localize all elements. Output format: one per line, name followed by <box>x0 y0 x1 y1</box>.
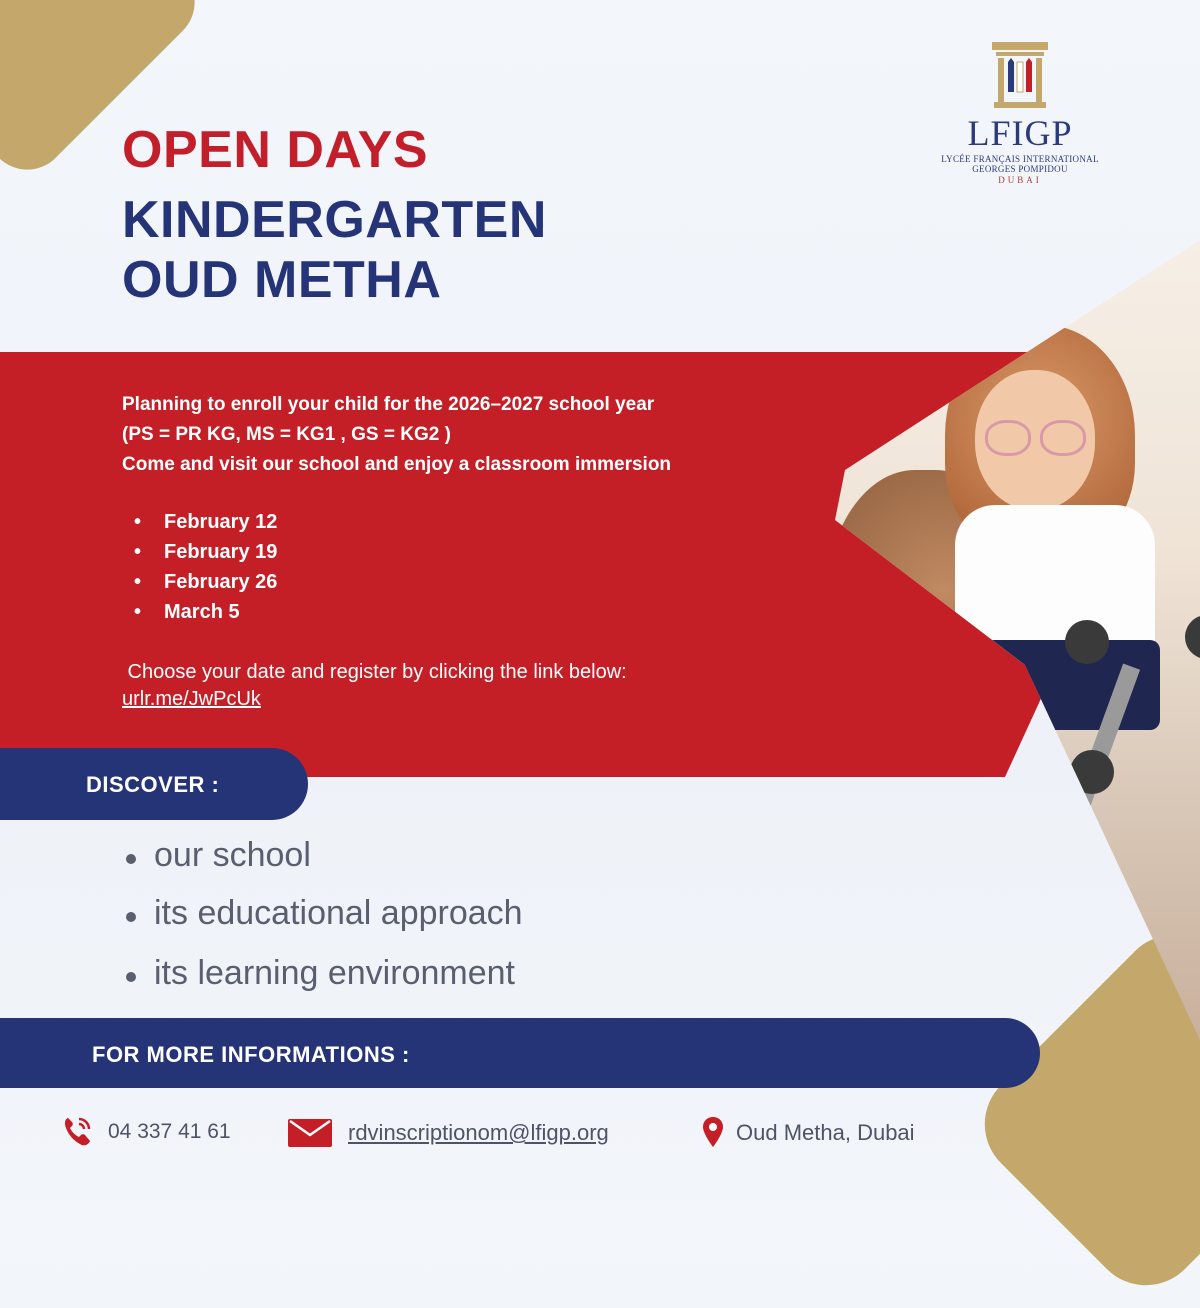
date-item: • February 19 <box>132 537 277 567</box>
date-item: • February 26 <box>132 567 277 597</box>
headline-oud-metha: OUD METHA <box>122 251 442 309</box>
phone-icon <box>62 1115 92 1147</box>
open-day-dates <box>132 507 277 627</box>
logo-title: LFIGP <box>967 113 1073 153</box>
logo-subtitle-1: LYCÉE FRANÇAIS INTERNATIONAL <box>941 154 1099 164</box>
date-item: • March 5 <box>132 597 277 627</box>
email-link[interactable]: rdvinscriptionom@lfigp.org <box>348 1120 609 1145</box>
location-text: Oud Metha, Dubai <box>736 1120 915 1145</box>
register-link[interactable]: urlr.me/JwPcUk <box>122 688 261 710</box>
discover-item: its educational approach <box>122 894 523 954</box>
intro-line-2: (PS = PR KG, MS = KG1 , GS = KG2 ) <box>122 424 451 445</box>
school-emblem-icon <box>990 40 1050 110</box>
school-logo <box>930 40 1110 185</box>
headline-open-days: OPEN DAYS <box>122 121 429 179</box>
discover-item: its learning environment <box>122 954 523 1012</box>
date-item: • February 12 <box>132 507 277 537</box>
headline-kindergarten: KINDERGARTEN <box>122 191 547 249</box>
discover-label: DISCOVER : <box>86 772 220 797</box>
register-instruction: Choose your date and register by clicking the link below: <box>122 661 627 683</box>
discover-list <box>122 836 523 1012</box>
intro-text <box>122 390 842 480</box>
mail-icon <box>288 1119 332 1147</box>
logo-subtitle-2: GEORGES POMPIDOU <box>972 164 1068 174</box>
intro-line-1: Planning to enroll your child for the 2026–2027 school year <box>122 394 655 415</box>
logo-city: DUBAI <box>998 175 1042 185</box>
intro-line-3: Come and visit our school and enjoy a classroom immersion <box>122 454 672 475</box>
phone-number[interactable]: 04 337 41 61 <box>108 1120 231 1143</box>
location-pin-icon <box>703 1117 723 1147</box>
info-label: FOR MORE INFORMATIONS : <box>92 1042 410 1067</box>
discover-item: our school <box>122 836 523 894</box>
gold-decor-bottom-right <box>962 912 1200 1308</box>
